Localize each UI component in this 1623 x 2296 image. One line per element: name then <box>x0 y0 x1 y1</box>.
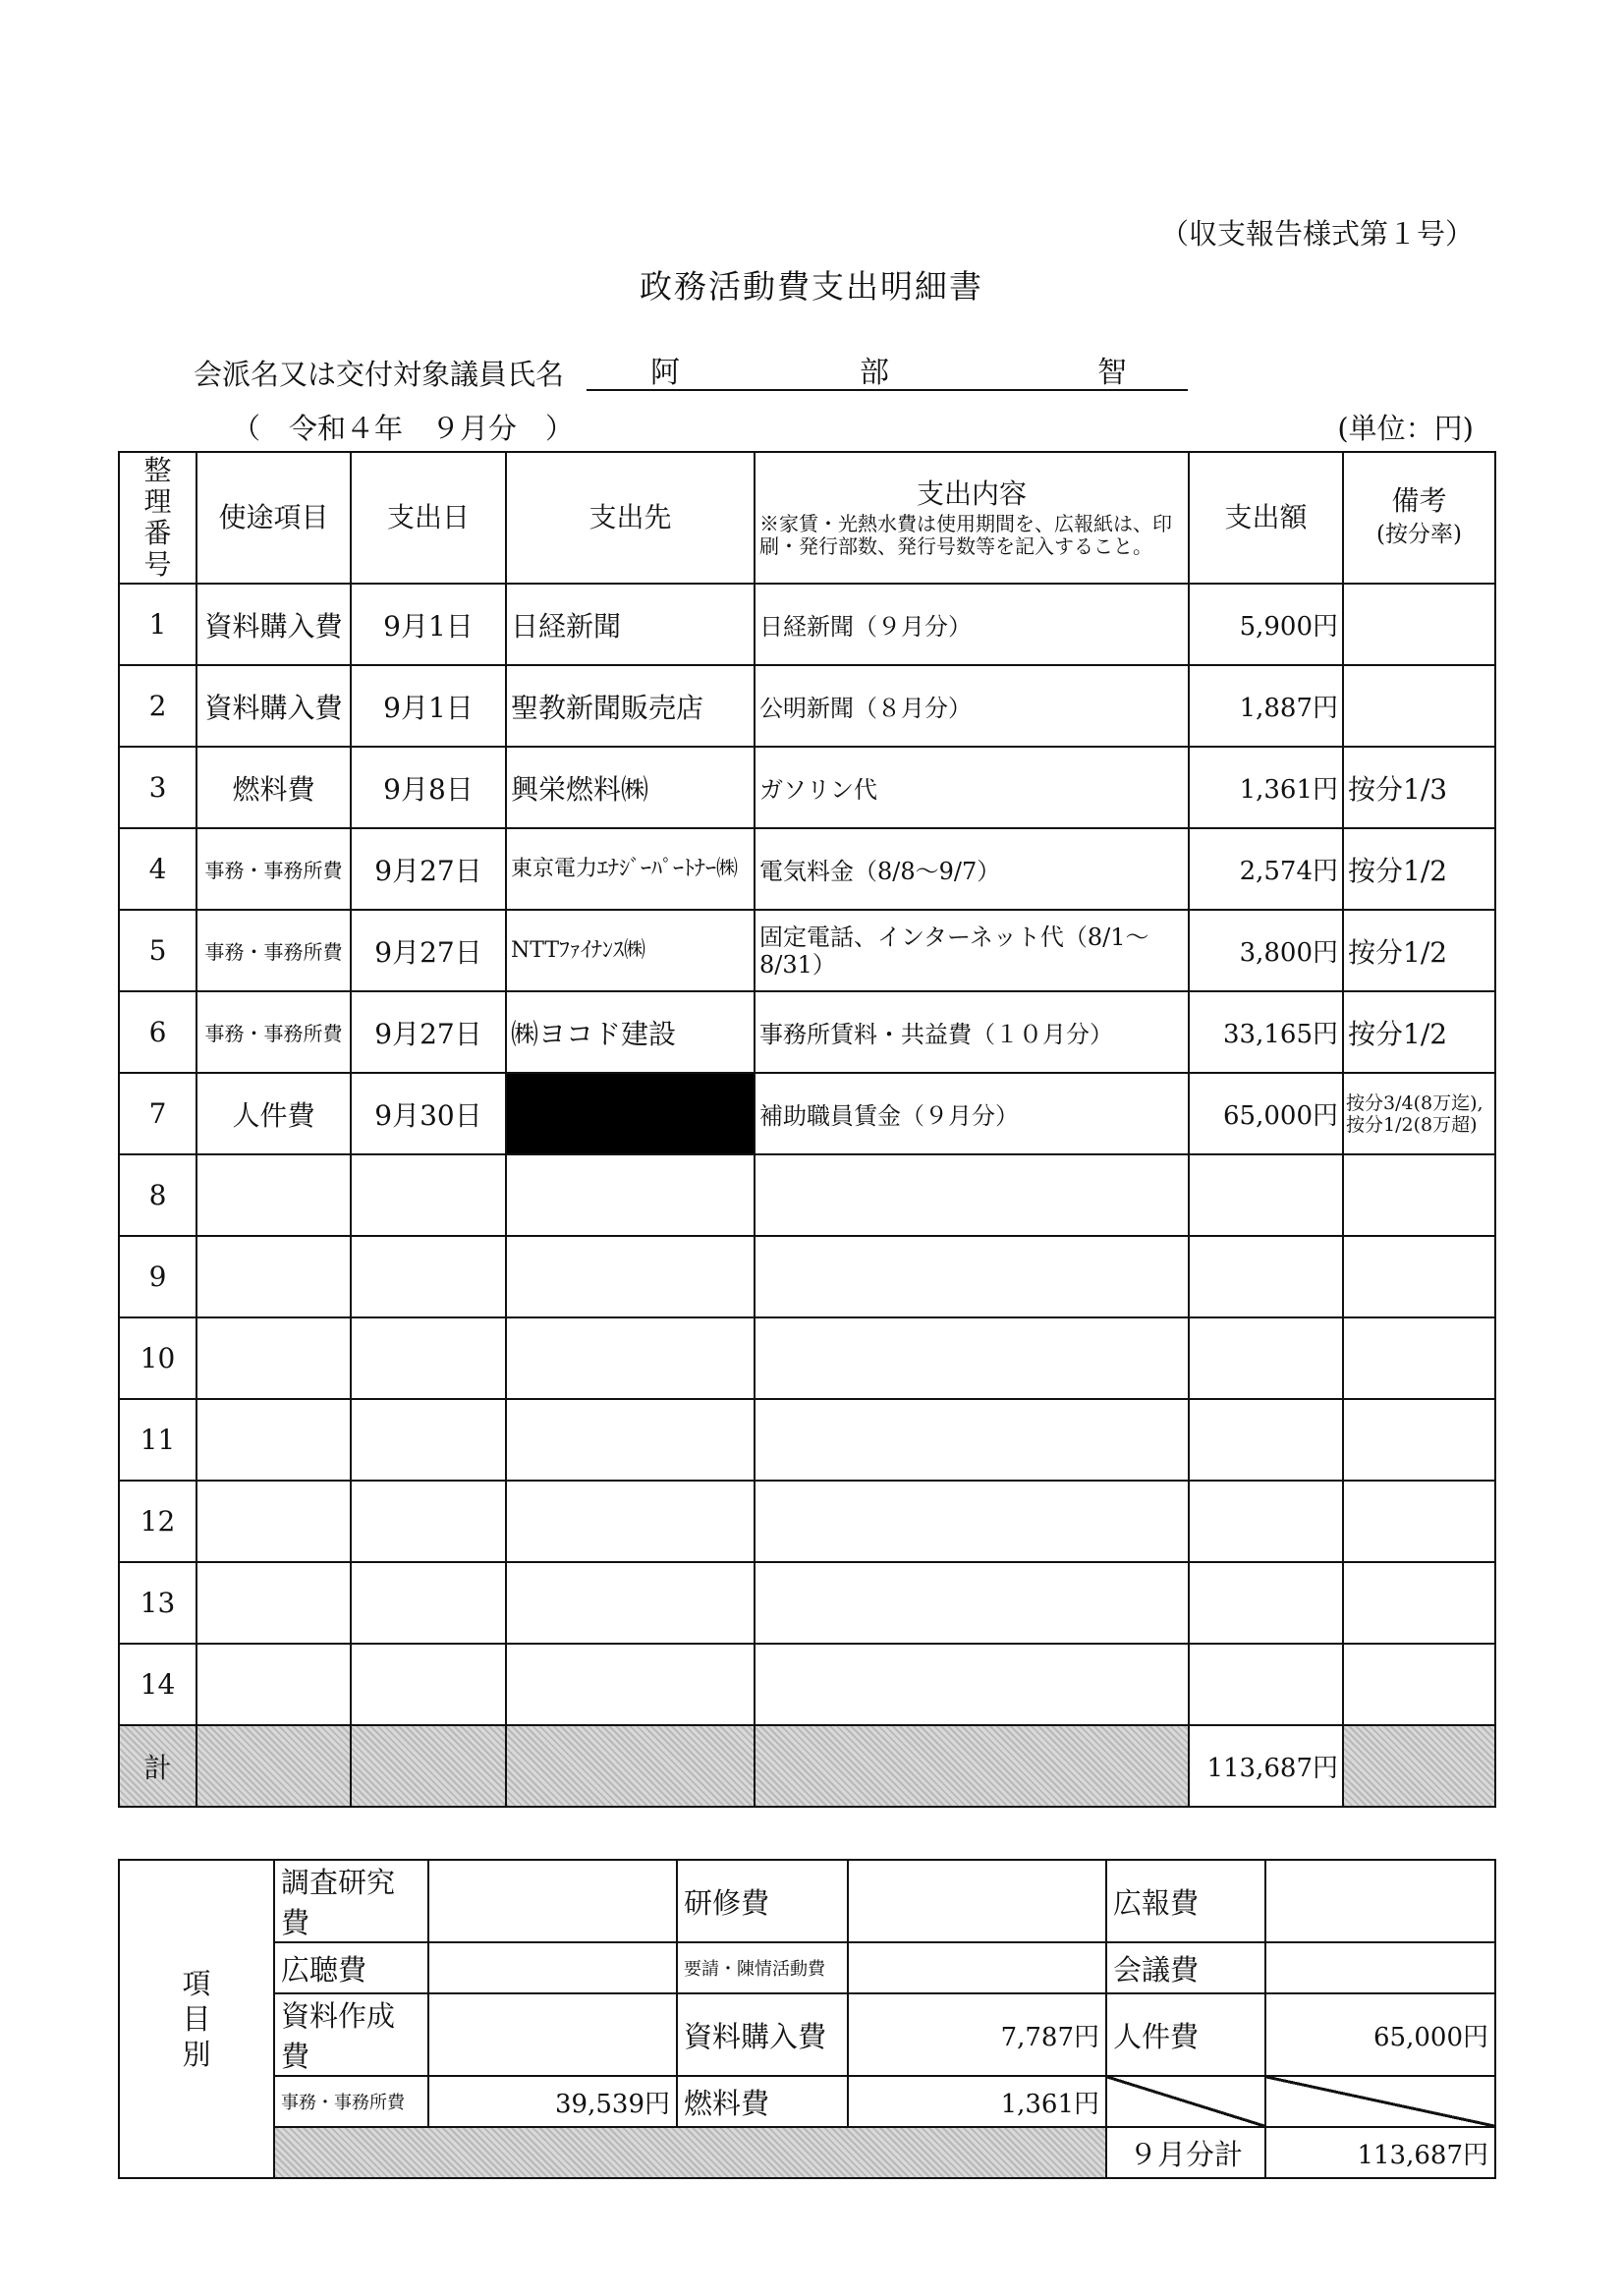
row-content: 日経新聞（９月分） <box>755 584 1189 665</box>
row-remarks <box>1343 1399 1495 1481</box>
row-date: 9月30日 <box>351 1073 506 1154</box>
row-content <box>755 1236 1189 1317</box>
table-row <box>119 991 1495 1073</box>
month-total-label: ９月分計 <box>1106 2127 1265 2178</box>
row-amount <box>1189 1644 1343 1725</box>
row-amount: 1,887円 <box>1189 665 1343 747</box>
summary-label: 会議費 <box>1106 1942 1265 1993</box>
shaded-cell <box>196 1725 351 1807</box>
shaded-cell <box>274 2127 1106 2178</box>
summary-value: 65,000円 <box>1265 1993 1495 2076</box>
row-date: 9月27日 <box>351 828 506 910</box>
row-remarks: 按分1/2 <box>1343 828 1495 910</box>
summary-value <box>1265 1942 1495 1993</box>
table-row <box>119 1399 1495 1481</box>
row-category <box>196 1399 351 1481</box>
row-date <box>351 1562 506 1644</box>
row-remarks <box>1343 584 1495 665</box>
summary-row <box>119 1993 1495 2076</box>
row-remarks: 按分1/2 <box>1343 991 1495 1073</box>
row-category <box>196 1562 351 1644</box>
row-date: 9月27日 <box>351 910 506 991</box>
row-no: 6 <box>119 991 196 1073</box>
unit-label: (単位：円) <box>1337 412 1474 445</box>
header-content <box>755 452 1189 584</box>
table-row <box>119 910 1495 991</box>
row-no: 3 <box>119 747 196 828</box>
row-payee <box>506 1481 755 1562</box>
row-payee: 興栄燃料㈱ <box>506 747 755 828</box>
summary-row-label <box>119 1860 274 2178</box>
row-content <box>755 1317 1189 1399</box>
row-amount <box>1189 1236 1343 1317</box>
row-remarks: 按分3/4(8万迄),按分1/2(8万超) <box>1343 1073 1495 1154</box>
table-row <box>119 1236 1495 1317</box>
row-amount <box>1189 1154 1343 1236</box>
row-payee: 日経新聞 <box>506 584 755 665</box>
table-row <box>119 584 1495 665</box>
table-row <box>119 828 1495 910</box>
row-payee: 聖教新聞販売店 <box>506 665 755 747</box>
row-content <box>755 1644 1189 1725</box>
row-content <box>755 1399 1189 1481</box>
row-amount: 65,000円 <box>1189 1073 1343 1154</box>
header-category: 使途項目 <box>196 452 351 584</box>
row-amount: 3,800円 <box>1189 910 1343 991</box>
member-label: 会派名又は交付対象議員氏名 <box>194 358 565 391</box>
summary-label: 資料購入費 <box>677 1993 848 2076</box>
header-amount: 支出額 <box>1189 452 1343 584</box>
row-date <box>351 1644 506 1725</box>
row-date: 9月27日 <box>351 991 506 1073</box>
shaded-cell <box>351 1725 506 1807</box>
row-date <box>351 1236 506 1317</box>
row-payee <box>506 1236 755 1317</box>
header-remarks <box>1343 452 1495 584</box>
row-category: 事務・事務所費 <box>196 991 351 1073</box>
table-row <box>119 1317 1495 1399</box>
row-remarks <box>1343 1317 1495 1399</box>
row-category: 資料購入費 <box>196 584 351 665</box>
row-payee <box>506 1317 755 1399</box>
row-no: 8 <box>119 1154 196 1236</box>
table-row <box>119 665 1495 747</box>
row-amount: 1,361円 <box>1189 747 1343 828</box>
row-category <box>196 1236 351 1317</box>
row-no: 5 <box>119 910 196 991</box>
table-row <box>119 1481 1495 1562</box>
row-payee: 東京電力ｴﾅｼﾞｰﾊﾟｰﾄﾅｰ㈱ <box>506 828 755 910</box>
row-category <box>196 1481 351 1562</box>
row-remarks: 按分1/2 <box>1343 910 1495 991</box>
row-amount <box>1189 1562 1343 1644</box>
row-content <box>755 1154 1189 1236</box>
summary-row <box>119 2076 1495 2127</box>
row-date <box>351 1481 506 1562</box>
row-category: 燃料費 <box>196 747 351 828</box>
summary-row-label-text: 項目別 <box>182 1967 211 2071</box>
summary-value <box>428 1942 677 1993</box>
table-row <box>119 1644 1495 1725</box>
summary-label: 資料作成費 <box>274 1993 428 2076</box>
report-period: （ 令和４年 ９月分 ） <box>232 412 575 445</box>
summary-row <box>119 1942 1495 1993</box>
row-remarks <box>1343 1236 1495 1317</box>
row-category <box>196 1317 351 1399</box>
summary-value <box>848 1860 1106 1942</box>
form-number-label: （収支報告様式第１号） <box>1159 217 1474 251</box>
summary-value <box>428 1993 677 2076</box>
summary-label: 広聴費 <box>274 1942 428 1993</box>
row-date <box>351 1317 506 1399</box>
total-amount: 113,687円 <box>1189 1725 1343 1807</box>
row-remarks <box>1343 665 1495 747</box>
row-amount <box>1189 1399 1343 1481</box>
row-date <box>351 1154 506 1236</box>
row-payee <box>506 1399 755 1481</box>
row-category: 事務・事務所費 <box>196 828 351 910</box>
summary-value <box>848 1942 1106 1993</box>
summary-label: 人件費 <box>1106 1993 1265 2076</box>
header-content-note: ※家賃・光熱水費は使用期間を、広報紙は、印刷・発行部数、発行号数等を記入すること。 <box>759 512 1172 558</box>
table-row <box>119 1073 1495 1154</box>
summary-label: 広報費 <box>1106 1860 1265 1942</box>
row-remarks <box>1343 1154 1495 1236</box>
summary-total-row <box>119 2127 1495 2178</box>
table-header-row <box>119 452 1495 584</box>
row-content <box>755 1562 1189 1644</box>
row-content: 電気料金（8/8～9/7） <box>755 828 1189 910</box>
member-name-part: 部 <box>860 356 889 390</box>
summary-value <box>428 1860 677 1942</box>
row-content: ガソリン代 <box>755 747 1189 828</box>
row-payee <box>506 1644 755 1725</box>
table-row <box>119 1154 1495 1236</box>
summary-row <box>119 1860 1495 1942</box>
shaded-cell <box>1343 1725 1495 1807</box>
row-no: 10 <box>119 1317 196 1399</box>
row-no: 12 <box>119 1481 196 1562</box>
shaded-cell <box>506 1725 755 1807</box>
header-content-title: 支出内容 <box>916 477 1027 510</box>
summary-value: 39,539円 <box>428 2076 677 2127</box>
header-payee: 支出先 <box>506 452 755 584</box>
row-amount <box>1189 1481 1343 1562</box>
row-date <box>351 1399 506 1481</box>
row-category: 事務・事務所費 <box>196 910 351 991</box>
document-title: 政務活動費支出明細書 <box>640 267 983 306</box>
member-name-part: 阿 <box>650 356 680 390</box>
row-no: 9 <box>119 1236 196 1317</box>
summary-label: 研修費 <box>677 1860 848 1942</box>
expense-table <box>118 451 1496 1808</box>
redacted-payee <box>506 1073 755 1154</box>
row-category: 人件費 <box>196 1073 351 1154</box>
row-payee <box>506 1562 755 1644</box>
summary-value: 1,361円 <box>848 2076 1106 2127</box>
summary-label: 事務・事務所費 <box>274 2076 428 2127</box>
row-amount: 2,574円 <box>1189 828 1343 910</box>
row-amount: 5,900円 <box>1189 584 1343 665</box>
row-content: 事務所賃料・共益費（１０月分） <box>755 991 1189 1073</box>
row-date: 9月1日 <box>351 584 506 665</box>
table-row <box>119 747 1495 828</box>
row-category: 資料購入費 <box>196 665 351 747</box>
row-no: 11 <box>119 1399 196 1481</box>
row-date: 9月8日 <box>351 747 506 828</box>
row-no: 1 <box>119 584 196 665</box>
shaded-cell <box>755 1725 1189 1807</box>
row-no: 14 <box>119 1644 196 1725</box>
row-date: 9月1日 <box>351 665 506 747</box>
total-label: 計 <box>119 1725 196 1807</box>
header-remarks-title: 備考 <box>1391 484 1447 517</box>
row-remarks: 按分1/3 <box>1343 747 1495 828</box>
row-payee <box>506 1154 755 1236</box>
row-amount: 33,165円 <box>1189 991 1343 1073</box>
row-category <box>196 1154 351 1236</box>
row-no: 4 <box>119 828 196 910</box>
category-summary-table <box>118 1859 1496 2179</box>
row-amount <box>1189 1317 1343 1399</box>
summary-label: 燃料費 <box>677 2076 848 2127</box>
header-date: 支出日 <box>351 452 506 584</box>
row-content: 補助職員賃金（９月分） <box>755 1073 1189 1154</box>
row-no: 7 <box>119 1073 196 1154</box>
header-no: 整理番号 <box>119 452 196 584</box>
summary-value <box>1265 1860 1495 1942</box>
diagonal-cell <box>1265 2076 1495 2127</box>
member-name <box>587 348 1188 391</box>
row-remarks <box>1343 1562 1495 1644</box>
diagonal-cell <box>1106 2076 1265 2127</box>
row-content: 公明新聞（８月分） <box>755 665 1189 747</box>
row-payee: NTTﾌｧｲﾅﾝｽ㈱ <box>506 910 755 991</box>
header-remarks-sub: (按分率) <box>1376 522 1462 547</box>
total-row <box>119 1725 1495 1807</box>
row-remarks <box>1343 1644 1495 1725</box>
member-name-part: 智 <box>1097 356 1127 390</box>
summary-label: 調査研究費 <box>274 1860 428 1942</box>
summary-value: 7,787円 <box>848 1993 1106 2076</box>
row-no: 2 <box>119 665 196 747</box>
row-remarks <box>1343 1481 1495 1562</box>
table-row <box>119 1562 1495 1644</box>
row-category <box>196 1644 351 1725</box>
row-no: 13 <box>119 1562 196 1644</box>
row-content <box>755 1481 1189 1562</box>
row-payee: ㈱ヨコド建設 <box>506 991 755 1073</box>
summary-label: 要請・陳情活動費 <box>677 1942 848 1993</box>
month-total-value: 113,687円 <box>1265 2127 1495 2178</box>
row-content: 固定電話、インターネット代（8/1～8/31） <box>755 910 1189 991</box>
